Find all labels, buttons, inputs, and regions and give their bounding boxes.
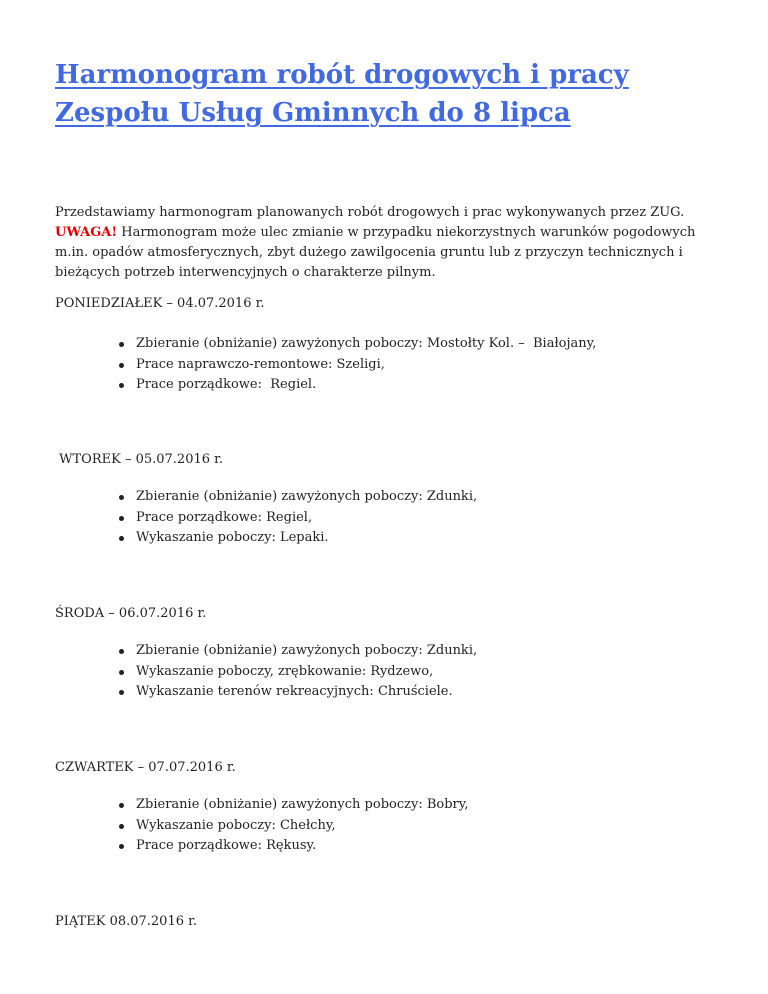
day-heading-friday: PIĄTEK 08.07.2016 r.	[55, 914, 198, 929]
day-heading-wednesday: ŚRODA – 06.07.2016 r.	[55, 606, 207, 621]
day-heading-tuesday: WTOREK – 05.07.2016 r.	[55, 452, 224, 467]
bullet-icon	[119, 342, 124, 347]
task-text: Prace naprawczo-remontowe: Szeligi,	[136, 356, 385, 372]
task-item	[117, 508, 477, 529]
task-item	[117, 334, 596, 355]
bullet-icon	[119, 803, 124, 808]
bullet-icon	[119, 690, 124, 695]
day-heading-monday: PONIEDZIAŁEK – 04.07.2016 r.	[55, 296, 265, 311]
task-text: Wykaszanie terenów rekreacyjnych: Chruściele.	[136, 684, 453, 699]
warning-label: UWAGA!	[55, 225, 118, 240]
bullet-icon	[119, 516, 124, 521]
task-item	[117, 836, 469, 857]
task-text: Wykaszanie poboczy: Chełchy,	[136, 817, 336, 833]
task-item	[117, 641, 477, 662]
bullet-icon	[119, 363, 124, 368]
task-item	[117, 795, 469, 816]
task-item	[117, 662, 477, 683]
bullet-icon	[119, 495, 124, 500]
bullet-icon	[119, 824, 124, 829]
task-item	[117, 375, 596, 396]
task-list-tuesday	[117, 487, 477, 549]
task-list-thursday	[117, 795, 469, 857]
task-text: Zbieranie (obniżanie) zawyżonych poboczy: Zdunki,	[136, 489, 478, 504]
task-list-monday	[117, 334, 596, 396]
task-list-wednesday	[117, 641, 477, 703]
task-text: Prace porządkowe: Rękusy.	[136, 838, 317, 853]
intro-text-continued: Harmonogram może ulec zmianie w przypadku niekorzystnych warunków pogodowych m.in. opadów atmosferycznych, zbyt dużego zawilgocenia gruntu lub z przyczyn technicznych i bieżących potrzeb interwencyjnych o charakterze pilnym.	[55, 225, 696, 280]
task-text: Zbieranie (obniżanie) zawyżonych poboczy: Mostołty Kol. – Białojany,	[136, 336, 597, 351]
bullet-icon	[119, 649, 124, 654]
article-title-link[interactable]: Harmonogram robót drogowych i pracy Zespołu Usług Gminnych do 8 lipca	[55, 60, 629, 128]
bullet-icon	[119, 383, 124, 388]
task-item	[117, 487, 477, 508]
task-text: Prace porządkowe: Regiel,	[136, 509, 313, 525]
bullet-icon	[119, 844, 124, 849]
task-item	[117, 355, 596, 376]
intro-text: Przedstawiamy harmonogram planowanych robót drogowych i prac wykonywanych przez ZUG.	[55, 205, 685, 220]
bullet-icon	[119, 536, 124, 541]
task-text: Prace porządkowe: Regiel.	[136, 377, 317, 392]
task-text: Wykaszanie poboczy: Lepaki.	[136, 530, 329, 545]
task-text: Wykaszanie poboczy, zrębkowanie: Rydzewo,	[136, 663, 434, 679]
task-item	[117, 528, 477, 549]
bullet-icon	[119, 670, 124, 675]
task-text: Zbieranie (obniżanie) zawyżonych poboczy: Zdunki,	[136, 643, 478, 658]
day-heading-thursday: CZWARTEK – 07.07.2016 r.	[55, 760, 236, 775]
task-item	[117, 682, 477, 703]
task-text: Zbieranie (obniżanie) zawyżonych poboczy: Bobry,	[136, 797, 469, 812]
intro-paragraph	[55, 203, 723, 283]
task-item	[117, 816, 469, 837]
